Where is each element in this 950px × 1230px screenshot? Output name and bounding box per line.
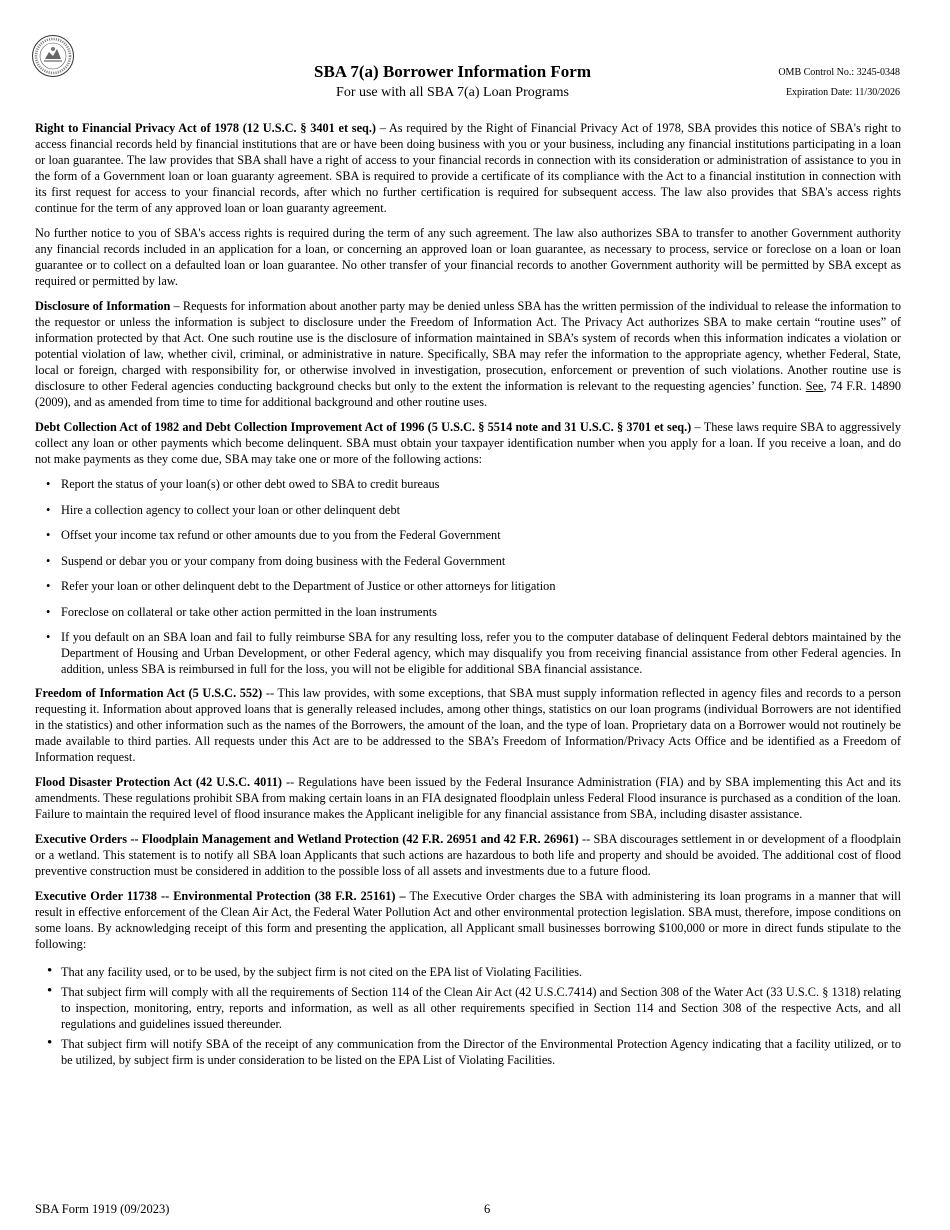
foia-text: -- This law provides, with some exceptions, that SBA must supply information reflected in agency files and records to a person requesting it. Information about approved loans that is generally released includes, among other things, statistics on our loan programs (individual Borrowers are not identified in the statistics) and other information such as the names of the Borrowers, the amount of the loan, and the type of loan. Proprietary data on a Borrower would not routinely be made available to third parties. All requests under this Act are to be addressed to the SBA’s Freedom of Information/Privacy Acts Office and be identified as a Freedom of Information request. <box>35 686 901 764</box>
flood-text: -- Regulations have been issued by the Federal Insurance Administration (FIA) and by SBA implementing this Act and its amendments. These regulations prohibit SBA from making certain loans in an FIA designated floodplain unless Federal Flood insurance is purchased as a condition of the loan. Failure to maintain the required level of flood insurance makes the Applicant ineligible for any financial assistance from SBA, including disaster assistance. <box>35 775 901 821</box>
foia-paragraph <box>35 685 901 765</box>
disclosure-text-end: , 74 F.R. 14890 (2009), and as amended from time to time for additional background and other routine uses. <box>35 379 901 409</box>
debt-collection-heading: Debt Collection Act of 1982 and Debt Collection Improvement Act of 1996 (5 U.S.C. § 5514 note and 31 U.S.C. § 3701 et seq.) <box>35 420 692 434</box>
list-item: • That any facility used, or to be used, by the subject firm is not cited on the EPA list of Violating Facilities. <box>35 964 901 980</box>
list-item: • Suspend or debar you or your company from doing business with the Federal Government <box>35 553 901 569</box>
environment-requirements-list <box>35 964 901 1068</box>
sba-seal-logo <box>31 34 75 78</box>
disclosure-text: – Requests for information about another party may be denied unless SBA has the written permission of the individual to release the information to the requestor or unless the information is subject to disclosure under the Freedom of Information Act. The Privacy Act authorizes SBA to make certain “routine uses” of information protected by that Act. One such routine use is the disclosure of information maintained in SBA’s system of records when this information indicates a violation or potential violation of law, whether civil, criminal, or administrative in nature. Specifically, SBA may refer the information to the appropriate agency, whether Federal, State, local or foreign, charged with responsibility for, or otherwise involved in investigation, prosecution, enforcement or prevention of such violations. Another routine use is disclosure to other Federal agencies conducting background checks but only to the extent the information is relevant to the requesting agencies’ function. <box>35 299 901 393</box>
flood-heading: Flood Disaster Protection Act (42 U.S.C. 4011) <box>35 775 283 789</box>
list-item: • If you default on an SBA loan and fail to fully reimburse SBA for any resulting loss, refer you to the computer database of delinquent Federal debtors maintained by the Department of Housing and Urban Development, or other Federal agency, which may disqualify you from receiving financial assistance from other Federal agencies. In addition, unless SBA is reimbursed in full for the loss, you will not be eligible for additional SBA financial assistance. <box>35 629 901 677</box>
form-title: SBA 7(a) Borrower Information Form <box>313 62 591 81</box>
privacy-act-text: – As required by the Right of Financial Privacy Act of 1978, SBA provides this notice of SBA's right to access financial records held by financial institutions that are or have been doing business with you or your business, including any financial institutions participating in a loan or loan guarantee. The law provides that SBA shall have a right of access to your financial records in connection with its consideration or administration of assistance to you in the form of a Government loan or loan guaranty agreement. SBA is required to provide a certificate of its compliance with the Act to a financial institution in connection with its first request for access to your financial records, after which no further certification is required for subsequent access. The law also provides that SBA's access rights continue for the term of any approved loan or loan guaranty agreement. <box>35 121 901 215</box>
list-item: • Refer your loan or other delinquent debt to the Department of Justice or other attorneys for litigation <box>35 578 901 594</box>
flood-paragraph <box>35 774 901 822</box>
wetland-text: -- SBA discourages settlement in or development of a floodplain or a wetland. This statement is to notify all SBA loan Applicants that such actions are hazardous to both life and property and should be avoided. The additional cost of flood preventive construction must be considered in addition to the possible loss of all assets and investments due to a future flood. <box>35 832 901 878</box>
debt-collection-text: – These laws require SBA to aggressively collect any loan or other payments which become delinquent. SBA must obtain your taxpayer identification number when you apply for a loan. If you receive a loan, and do not make payments as they come due, SBA may take one or more of the following actions: <box>35 420 901 466</box>
foia-heading: Freedom of Information Act (5 U.S.C. 552) <box>35 686 263 700</box>
omb-info <box>778 67 900 99</box>
expiration-date: Expiration Date: 11/30/2026 <box>785 87 900 98</box>
wetland-heading: Executive Orders -- Floodplain Management and Wetland Protection (42 F.R. 26951 and 42 F.R. 26961) <box>35 832 579 846</box>
footer-form-id: SBA Form 1919 (09/2023) <box>35 1202 170 1216</box>
privacy-act-paragraph-2: No further notice to you of SBA's access rights is required during the term of any such agreement. The law also authorizes SBA to transfer to another Government authority any financial records included in an application for a loan, or concerning an approved loan or loan guarantee, as necessary to process, service or foreclose on a loan or loan guarantee or to collect on a defaulted loan or loan guarantee. No other transfer of your financial records to another Government authority will be permitted by SBA except as required or permitted by law. <box>35 226 901 288</box>
list-item: • Foreclose on collateral or take other action permitted in the loan instruments <box>35 604 901 620</box>
list-item: • Offset your income tax refund or other amounts due to you from the Federal Government <box>35 527 901 543</box>
privacy-act-heading: Right to Financial Privacy Act of 1978 (12 U.S.C. § 3401 et seq.) <box>35 121 377 135</box>
environment-paragraph <box>35 888 901 952</box>
page-number: 6 <box>484 1202 491 1216</box>
document-body <box>35 120 901 1072</box>
list-item: • Report the status of your loan(s) or other debt owed to SBA to credit bureaus <box>35 476 901 492</box>
list-item: • That subject firm will comply with all the requirements of Section 114 of the Clean Air Act (42 U.S.C.7414) and Section 308 of the Water Act (33 U.S.C. § 1318) relating to inspection, monitoring, entry, reports and information, as well as all other requirements specified in Section 114 and Section 308 of the respective Acts, and all regulations and guidelines issued thereunder. <box>35 984 901 1032</box>
disclosure-heading: Disclosure of Information <box>35 299 171 313</box>
omb-control-number: OMB Control No.: 3245-0348 <box>778 67 900 78</box>
environment-text: The Executive Order charges the SBA with administering its loan programs in a manner that will result in effective enforcement of the Clean Air Act, the Federal Water Pollution Act and other environmental protection legislation. SBA must, therefore, impose conditions on some loans. By acknowledging receipt of this form and presenting the application, all Applicant small businesses borrowing $100,000 or more in direct funds stipulate to the following: <box>35 889 901 951</box>
collection-actions-list <box>35 476 901 677</box>
form-header <box>250 62 655 101</box>
wetland-paragraph <box>35 831 901 879</box>
form-subtitle: For use with all SBA 7(a) Loan Programs <box>336 85 569 100</box>
list-item: • That subject firm will notify SBA of the receipt of any communication from the Director of the Environmental Protection Agency indicating that a facility utilized, or to be utilized, by subject firm is under consideration to be listed on the EPA List of Violating Facilities. <box>35 1036 901 1068</box>
environment-heading: Executive Order 11738 -- Environmental Protection (38 F.R. 25161) – <box>35 889 406 903</box>
see-reference: See <box>805 379 824 393</box>
privacy-act-paragraph <box>35 120 901 216</box>
disclosure-paragraph <box>35 298 901 410</box>
list-item: • Hire a collection agency to collect your loan or other delinquent debt <box>35 502 901 518</box>
debt-collection-paragraph <box>35 419 901 467</box>
